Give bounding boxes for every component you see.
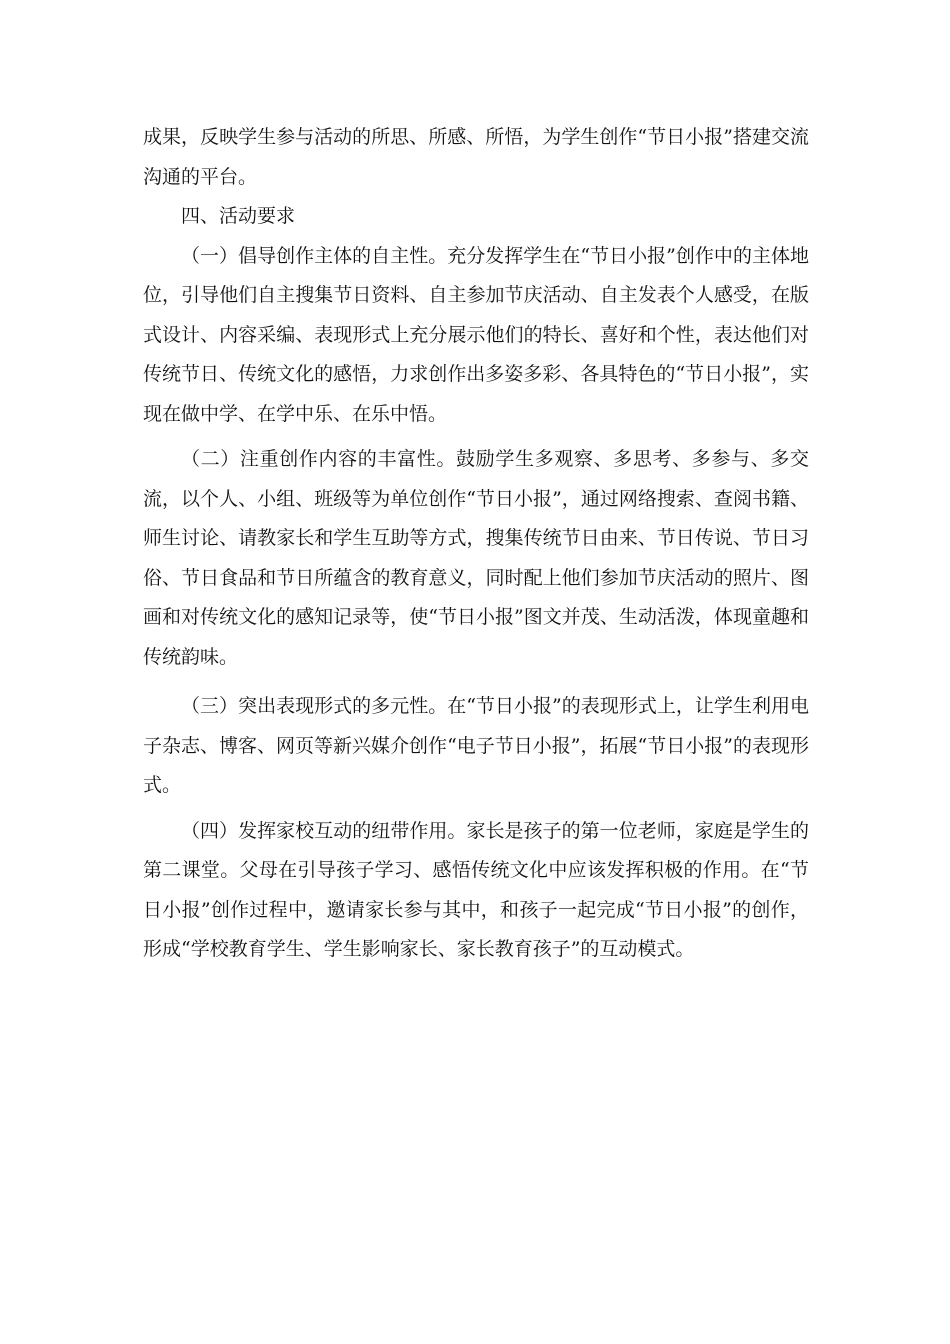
paragraph-requirement-1: （一）倡导创作主体的自主性。充分发挥学生在“节日小报”创作中的主体地位，引导他们自主搜集节日资料、自主参加节庆活动、自主发表个人感受，在版式设计、内容采编、表现形式上充分展示他们的特长、喜好和个性，表达他们对传统节日、传统文化的感悟，力求创作出多姿多彩、各具特色的“节日小报”，实现在做中学、在学中乐、在乐中悟。: [143, 244, 809, 425]
paragraph-requirement-4: （四）发挥家校互动的纽带作用。家长是孩子的第一位老师，家庭是学生的第二课堂。父母在引导孩子学习、感悟传统文化中应该发挥积极的作用。在“节日小报”创作过程中，邀请家长参与其中，和孩子一起完成“节日小报”的创作，形成“学校教育学生、学生影响家长、家长教育孩子”的互动模式。: [143, 819, 809, 960]
paragraph-continuation: 成果，反映学生参与活动的所思、所感、所悟，为学生创作“节日小报”搭建交流沟通的平台。: [143, 126, 809, 188]
document-body: [143, 118, 809, 970]
paragraph-requirement-3: （三）突出表现形式的多元性。在“节日小报”的表现形式上，让学生利用电子杂志、博客、网页等新兴媒介创作“电子节日小报”，拓展“节日小报”的表现形式。: [143, 695, 809, 796]
section-heading-activity-requirements: 四、活动要求: [181, 205, 296, 227]
paragraph-requirement-2: （二）注重创作内容的丰富性。鼓励学生多观察、多思考、多参与、多交流，以个人、小组、班级等为单位创作“节日小报”，通过网络搜索、查阅书籍、师生讨论、请教家长和学生互助等方式，搜集传统节日由来、节日传说、节日习俗、节日食品和节日所蕴含的教育意义，同时配上他们参加节庆活动的照片、图画和对传统文化的感知记录等，使“节日小报”图文并茂、生动活泼，体现童趣和传统韵味。: [143, 448, 809, 668]
